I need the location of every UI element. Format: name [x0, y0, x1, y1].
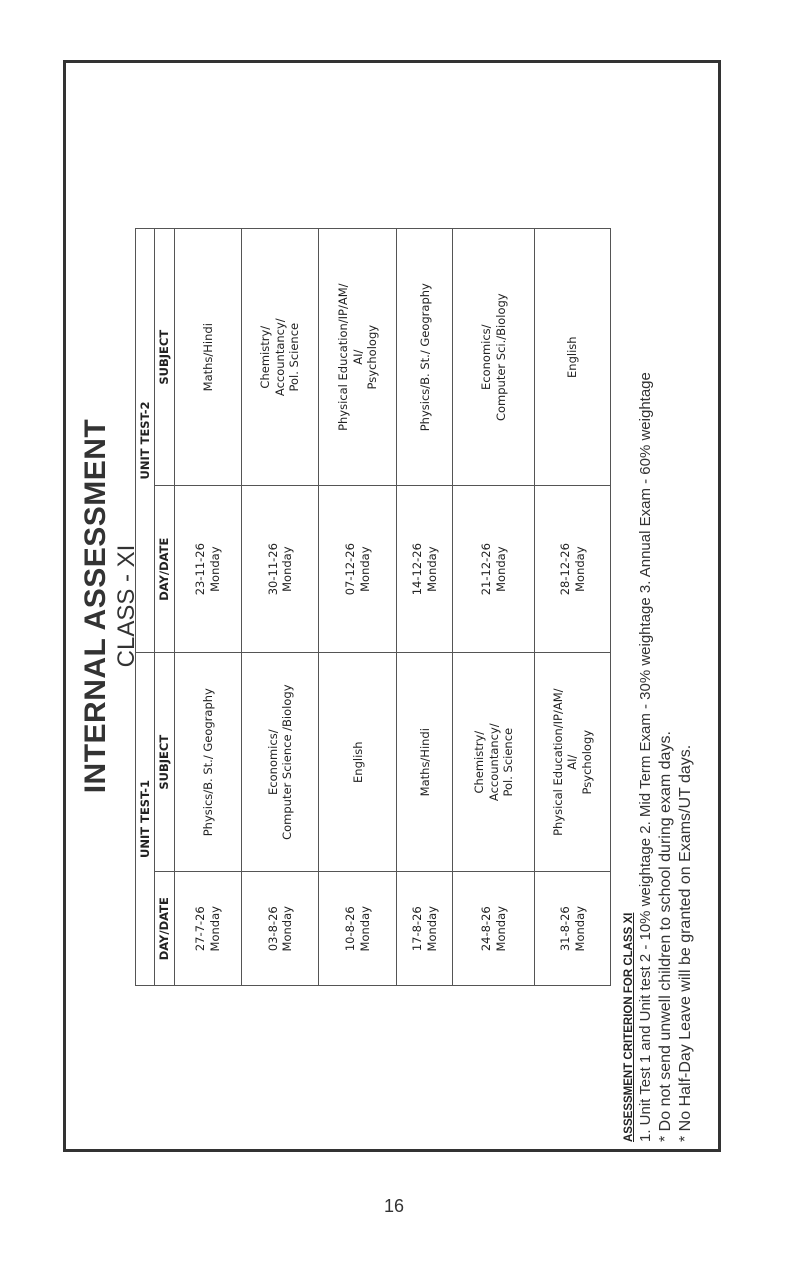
date-text: 21-12-26: [479, 543, 494, 596]
day-text: Monday: [280, 906, 295, 952]
subject-text: English: [350, 741, 365, 783]
subject-text: Maths/Hindi: [200, 323, 215, 392]
date-cell: [397, 872, 453, 986]
date-text: 03-8-26: [265, 906, 280, 952]
subject-text: Psychology: [579, 729, 594, 795]
date-cell: [535, 486, 611, 653]
subject-text: AI/: [350, 349, 365, 365]
table-row: [535, 229, 611, 986]
subject-text: Accountancy/: [486, 723, 501, 802]
date-text: 23-11-26: [193, 543, 208, 596]
date-cell: [397, 486, 453, 653]
subject-column-header: SUBJECT: [155, 652, 174, 872]
date-column-header: DAY/DATE: [155, 872, 174, 986]
subject-cell: [319, 652, 397, 872]
subject-text: Physics/B. St./ Geography: [417, 283, 432, 432]
subject-text: Economics/: [479, 324, 494, 390]
date-cell: [453, 872, 535, 986]
subject-cell: [174, 229, 241, 486]
subject-cell: [453, 229, 535, 486]
date-cell: [174, 872, 241, 986]
subject-text: Computer Science /Biology: [280, 684, 295, 840]
page-number: 16: [383, 1196, 405, 1216]
page-subtitle: CLASS - XI: [113, 544, 140, 668]
day-text: Monday: [493, 906, 508, 952]
subject-text: English: [565, 336, 580, 378]
table-row: [319, 229, 397, 986]
date-cell: [535, 872, 611, 986]
subject-text: Economics/: [265, 729, 280, 795]
day-text: Monday: [207, 906, 222, 952]
subject-cell: [397, 652, 453, 872]
warning-line: * Do not send unwell children to school during exam days.: [656, 731, 674, 1142]
subject-text: AI/: [565, 754, 580, 770]
day-text: Monday: [572, 906, 587, 952]
subject-text: Computer Sci./Biology: [493, 293, 508, 422]
table-body: [174, 229, 610, 986]
subject-cell: [241, 229, 319, 486]
date-text: 24-8-26: [479, 906, 494, 952]
subject-cell: [397, 229, 453, 486]
subject-text: Chemistry/: [472, 730, 487, 794]
notes-heading: ASSESSMENT CRITERION FOR CLASS XI: [623, 912, 635, 1142]
rotated-sheet: [63, 60, 721, 1152]
date-text: 17-8-26: [410, 906, 425, 952]
subject-text: Physical Education/IP/AM/: [551, 688, 566, 836]
date-cell: [319, 486, 397, 653]
day-text: Monday: [424, 546, 439, 592]
unit-test-2-header: UNIT TEST-2: [136, 229, 155, 653]
assessment-notes: [623, 82, 696, 1142]
day-text: Monday: [493, 546, 508, 592]
subject-cell: [319, 229, 397, 486]
subject-cell: [174, 652, 241, 872]
table-row: [174, 229, 241, 986]
subject-column-header: SUBJECT: [155, 229, 174, 486]
table-row: [397, 229, 453, 986]
subject-cell: [535, 229, 611, 486]
day-text: Monday: [357, 906, 372, 952]
date-cell: [319, 872, 397, 986]
date-text: 27-7-26: [193, 906, 208, 952]
date-cell: [453, 486, 535, 653]
date-text: 28-12-26: [558, 543, 573, 596]
day-text: Monday: [357, 546, 372, 592]
unit-test-1-header: UNIT TEST-1: [136, 652, 155, 985]
day-text: Monday: [207, 546, 222, 592]
date-text: 10-8-26: [343, 906, 358, 952]
subject-cell: [453, 652, 535, 872]
subject-text: Chemistry/: [258, 325, 273, 389]
day-text: Monday: [572, 546, 587, 592]
date-cell: [241, 486, 319, 653]
date-text: 31-8-26: [558, 906, 573, 952]
date-text: 30-11-26: [265, 543, 280, 596]
day-text: Monday: [424, 906, 439, 952]
date-text: 14-12-26: [410, 543, 425, 596]
date-text: 07-12-26: [343, 543, 358, 596]
subject-text: Accountancy/: [272, 318, 287, 397]
criteria-line: 1. Unit Test 1 and Unit test 2 - 10% weightage 2. Mid Term Exam - 30% weightage 3. Annual Exam - 60% weightage: [637, 372, 654, 1142]
date-cell: [174, 486, 241, 653]
subject-text: Pol. Science: [287, 322, 302, 392]
date-cell: [241, 872, 319, 986]
subject-text: Physical Education/IP/AM/: [336, 283, 351, 431]
page-title: INTERNAL ASSESSMENT: [79, 418, 112, 794]
subject-cell: [535, 652, 611, 872]
subject-cell: [241, 652, 319, 872]
date-column-header: DAY/DATE: [155, 486, 174, 653]
warning-line: * No Half-Day Leave will be granted on Exams/UT days.: [676, 744, 694, 1142]
subject-text: Physics/B. St./ Geography: [200, 688, 215, 837]
subject-text: Maths/Hindi: [417, 728, 432, 797]
subject-text: Psychology: [364, 324, 379, 390]
table-row: [453, 229, 535, 986]
table-row: [241, 229, 319, 986]
assessment-table: [135, 228, 611, 986]
subject-text: Pol. Science: [501, 727, 516, 797]
day-text: Monday: [280, 546, 295, 592]
